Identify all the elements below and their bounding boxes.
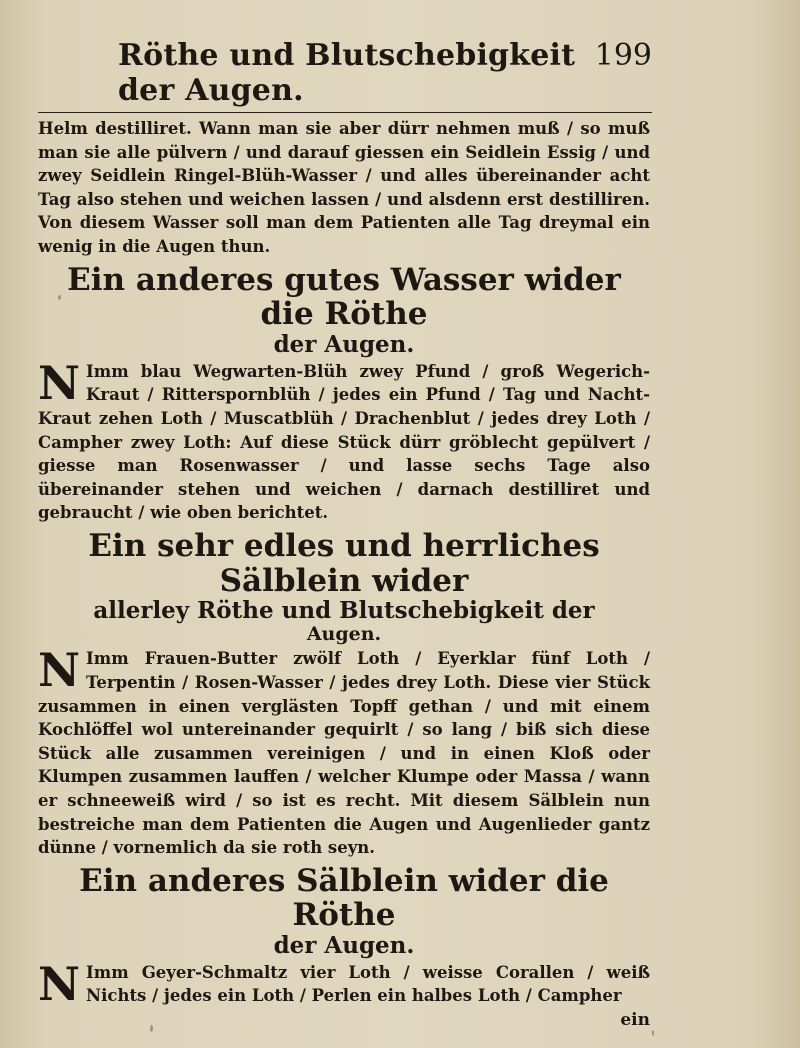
paper-speck <box>58 295 61 300</box>
section-1-heading <box>38 263 650 358</box>
section-3-text: Imm Geyer-Schmaltz vier Loth / weisse Corallen / weiß Nichts / jedes ein Loth / Perlen ein halbes Loth / Campher <box>86 962 650 1006</box>
running-title: Röthe und Blutschebigkeit der Augen. <box>118 38 576 108</box>
section-3-heading-line1: Ein anderes Sälblein wider die Röthe <box>79 862 609 934</box>
intro-paragraph: Helm destilliret. Wann man sie aber dürr nehmen muß / so muß man sie alle pülvern / und darauf giessen ein Seidlein Essig / und zwey Seidlein Ringel-Blüh-Wasser / und alles übereinander acht Tag also stehen und weichen lassen / und alsdenn erst destilliren. Von diesem Wasser soll man dem Patienten alle Tag dreymal ein wenig in die Augen thun. <box>38 119 650 256</box>
section-1-recipe <box>38 355 650 525</box>
catchword: ein <box>620 1010 650 1031</box>
section-2-text: Imm Frauen-Butter zwölf Loth / Eyerklar fünf Loth / Terpentin / Rosen-Wasser / jedes drey Loth. Diese vier Stück zusammen in einen verglästen Topff gethan / und mit einem Kochlöffel wol untereinander gequirlt / so lang / biß sich diese Stück alle zusammen vereinigen / und in einen Kloß oder Klumpen zusammen lauffen / welcher Klumpe oder Massa / wann er schneeweiß wird / so ist es recht. Mit diesem Sälblein nun bestreiche man dem Patienten die Augen und Augenlieder gantz dünne / vornemlich da sie roth seyn. <box>38 649 650 858</box>
section-2-heading-line1: Ein sehr edles und herrliches Sälblein wider <box>88 527 600 599</box>
section-3-initial: N <box>38 956 81 1011</box>
section-1-heading-line1: Ein anderes gutes Wasser wider die Röthe <box>67 261 621 333</box>
section-2-recipe <box>38 643 650 859</box>
paper-speck <box>652 1030 654 1036</box>
section-2-heading-line2: allerley Röthe und Blutschebigkeit der <box>93 597 595 625</box>
section-1-heading-line2: der Augen. <box>273 331 415 358</box>
section-3-recipe <box>38 956 650 1011</box>
section-2-initial: N <box>38 643 81 698</box>
section-2-heading <box>38 529 650 645</box>
section-3-heading-line2: der Augen. <box>273 932 415 960</box>
page-number: 199 <box>594 38 652 73</box>
section-1-initial: N <box>38 355 81 410</box>
paper-speck <box>150 1025 153 1032</box>
running-head <box>38 38 652 113</box>
section-3-heading <box>38 864 650 959</box>
section-2-heading-line3: Augen. <box>306 623 382 646</box>
section-1-text: Imm blau Wegwarten-Blüh zwey Pfund / groß Wegerich-Kraut / Ritterspornblüh / jedes ein Pfund / Tag und Nacht-Kraut zehen Loth / Muscatblüh / Drachenblut / jedes drey Loth / Campher zwey Loth: Auf diese Stück dürr gröblecht gepülvert / giesse man Rosenwasser / und lasse sechs Tage also übereinander stehen und weichen / darnach destilliret und gebraucht / wie oben berichtet. <box>38 361 650 523</box>
